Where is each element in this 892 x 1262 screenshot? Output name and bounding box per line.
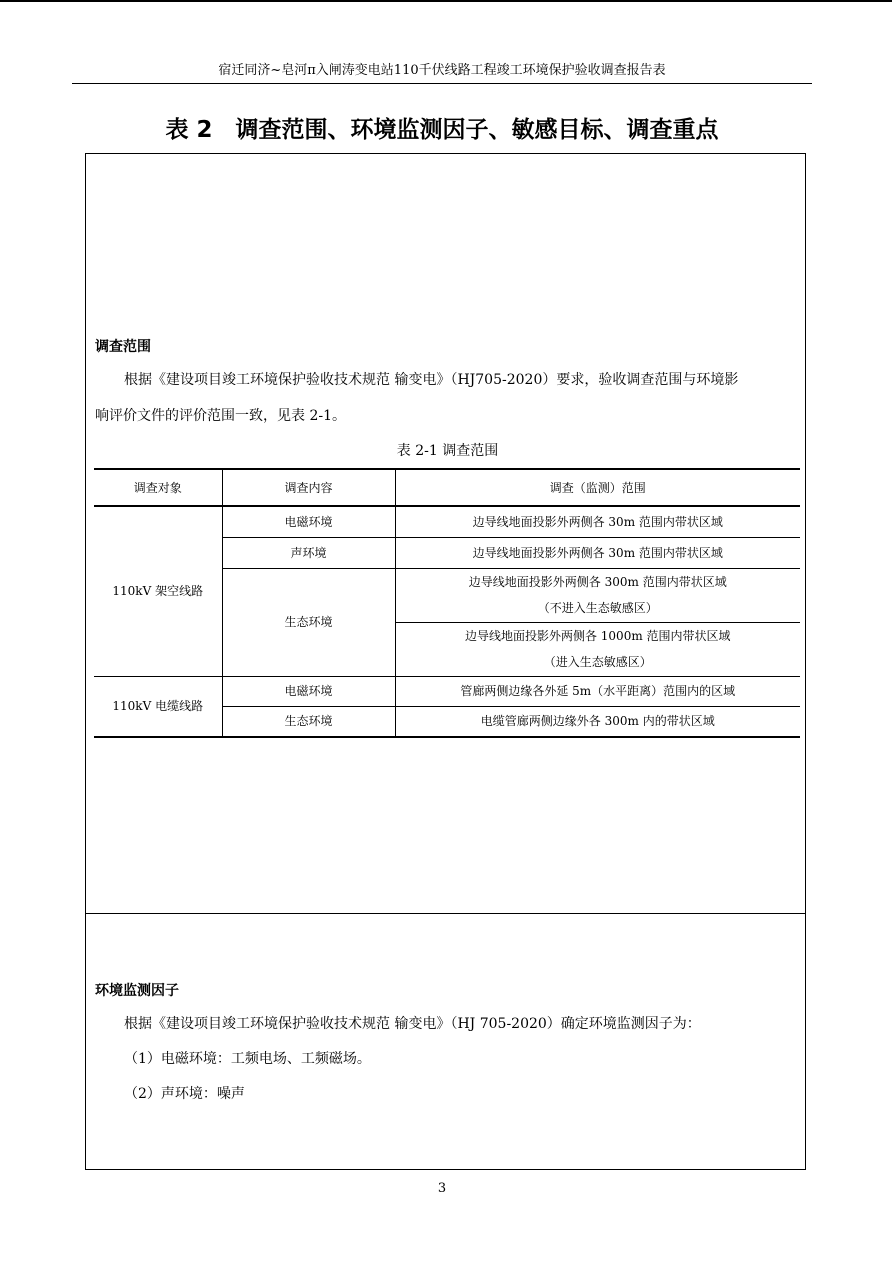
table-header-row xyxy=(94,469,800,506)
scope-paragraph-line-1: 根据《建设项目竣工环境保护验收技术规范 输变电》（HJ705-2020）要求，验收调查范围与环境影 xyxy=(124,372,739,388)
monitoring-heading: 环境监测因子 xyxy=(95,983,179,999)
monitoring-paragraph: 根据《建设项目竣工环境保护验收技术规范 输变电》（HJ 705-2020）确定环境监测因子为： xyxy=(124,1016,701,1032)
range-cell xyxy=(395,568,800,622)
page-number: 3 xyxy=(437,1181,447,1196)
content-cell: 声环境 xyxy=(222,537,395,568)
table-row xyxy=(94,676,800,706)
scope-table xyxy=(94,468,800,738)
range-cell: 边导线地面投影外两侧各 30m 范围内带状区域 xyxy=(395,506,800,537)
content-cell: 电磁环境 xyxy=(222,506,395,537)
object-overhead-line: 110kV 架空线路 xyxy=(94,506,222,676)
header-object: 调查对象 xyxy=(94,469,222,506)
scope-table-wrapper xyxy=(94,468,800,738)
range-line: 边导线地面投影外两侧各 300m 范围内带状区域 xyxy=(468,575,727,589)
scope-paragraph-line-2: 响评价文件的评价范围一致，见表 2-1。 xyxy=(95,408,346,424)
monitoring-frame xyxy=(85,913,806,1170)
range-line: 边导线地面投影外两侧各 1000m 范围内带状区域 xyxy=(464,629,731,643)
header-range: 调查（监测）范围 xyxy=(395,469,800,506)
table-caption: 表 2-1 调查范围 xyxy=(396,443,499,459)
range-line: （进入生态敏感区） xyxy=(543,655,652,669)
running-header: 宿迁同济~皂河π入闸涛变电站110千伏线路工程竣工环境保护验收调查报告表 xyxy=(218,63,666,78)
header-rule xyxy=(72,83,812,84)
scope-heading: 调查范围 xyxy=(95,339,151,355)
range-cell: 管廊两侧边缘各外延 5m（水平距离）范围内的区域 xyxy=(395,676,800,706)
range-cell: 边导线地面投影外两侧各 30m 范围内带状区域 xyxy=(395,537,800,568)
range-cell xyxy=(395,622,800,676)
content-cell: 生态环境 xyxy=(222,568,395,676)
page-title: 表 2 调查范围、环境监测因子、敏感目标、调查重点 xyxy=(165,117,719,143)
object-cable-line: 110kV 电缆线路 xyxy=(94,676,222,737)
top-border-line xyxy=(0,0,892,2)
table-row xyxy=(94,506,800,537)
range-cell: 电缆管廊两侧边缘外各 300m 内的带状区域 xyxy=(395,706,800,737)
monitoring-item-2: （2）声环境：噪声 xyxy=(124,1086,245,1102)
header-content: 调查内容 xyxy=(222,469,395,506)
content-cell: 生态环境 xyxy=(222,706,395,737)
monitoring-item-1: （1）电磁环境：工频电场、工频磁场。 xyxy=(124,1051,371,1067)
range-line: （不进入生态敏感区） xyxy=(537,601,658,615)
content-cell: 电磁环境 xyxy=(222,676,395,706)
